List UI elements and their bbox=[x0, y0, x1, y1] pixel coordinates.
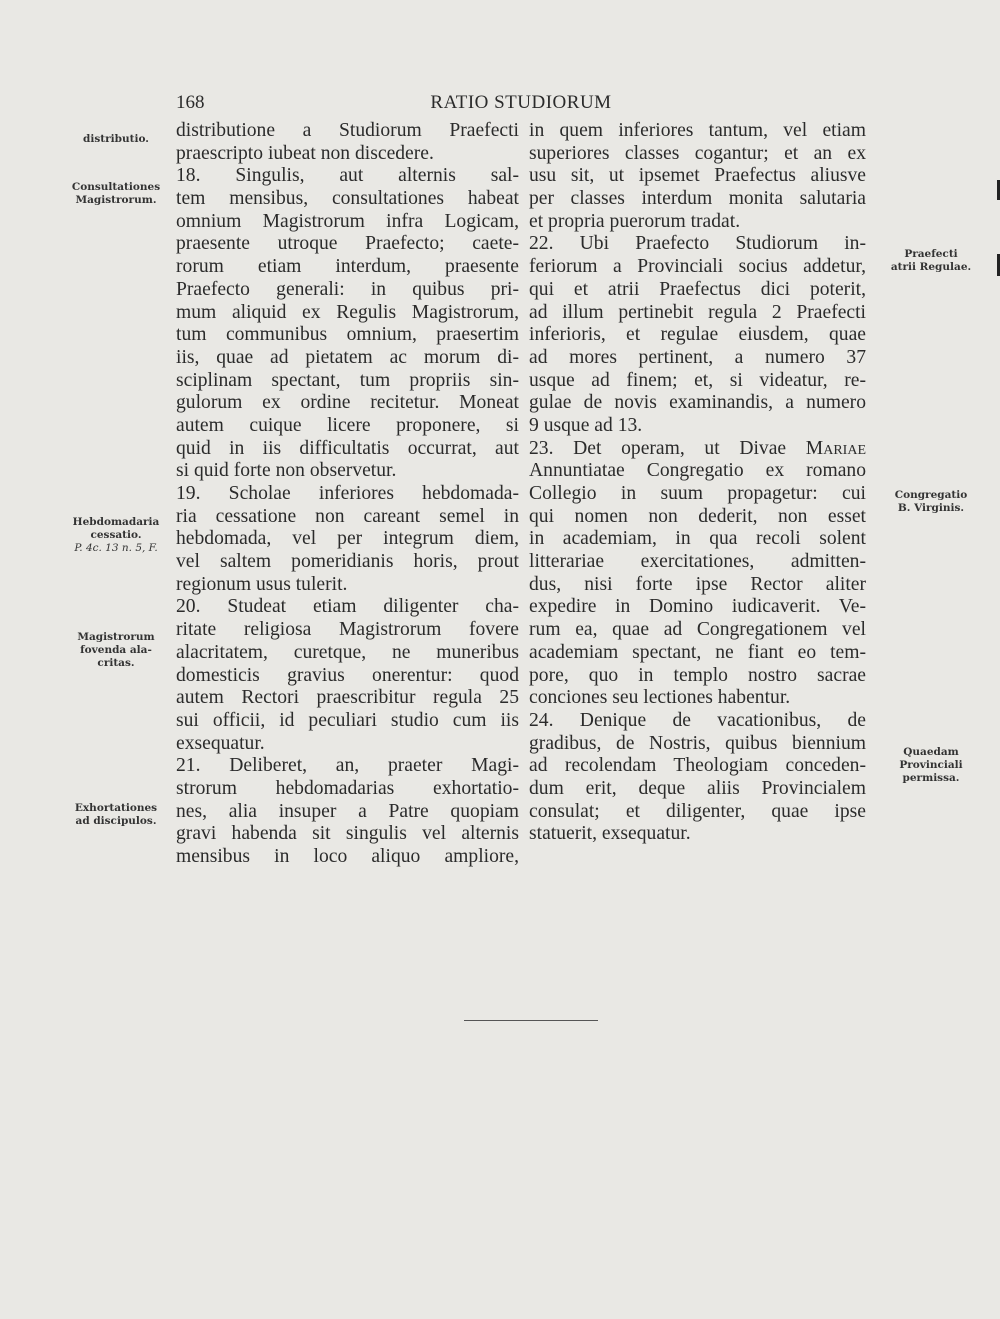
right-column-line: academiam spectant, ne fiant eo tem- bbox=[529, 641, 866, 663]
right-text-column bbox=[529, 120, 866, 846]
margin-note-exhortationes bbox=[62, 802, 170, 828]
small-caps-name: Mariae bbox=[805, 437, 866, 459]
page-number: 168 bbox=[176, 92, 205, 113]
left-column-line: strorum hebdomadarias exhortatio- bbox=[176, 777, 519, 799]
right-column-line: litterariae exercitationes, admitten- bbox=[529, 551, 866, 573]
right-column-line: rum ea, quae ad Congregationem vel bbox=[529, 619, 866, 641]
left-column-line: 19. Scholae inferiores hebdomada- bbox=[176, 483, 519, 504]
left-column-line: sui officii, id peculiari studio cum iis bbox=[176, 709, 519, 731]
running-title: RATIO STUDIORUM bbox=[430, 92, 612, 113]
right-column-line: qui nomen non dederit, non esset bbox=[529, 505, 866, 527]
left-column-line: autem Rectori praescribitur regula 25 bbox=[176, 687, 519, 709]
left-column-line: ritate religiosa Magistrorum fovere bbox=[176, 619, 519, 641]
left-column-line: 21. Deliberet, an, praeter Magi- bbox=[176, 755, 519, 777]
margin-note-line: cessatio. bbox=[90, 529, 142, 541]
footer-rule bbox=[464, 1020, 598, 1021]
left-column-line: ria cessatione non careant semel in bbox=[176, 505, 519, 527]
margin-note-praefecti-atrii bbox=[876, 248, 986, 274]
right-column-line: 9 usque ad 13. bbox=[529, 414, 643, 436]
right-column-line: conciones seu lectiones habentur. bbox=[529, 687, 791, 709]
right-column-line: ad mores pertinent, a numero 37 bbox=[529, 346, 866, 368]
right-column-line: usu sit, ut ipsemet Praefectus aliusve bbox=[529, 165, 866, 187]
margin-note-line: permissa. bbox=[902, 772, 960, 784]
right-column-line: usque ad finem; et, si videatur, re- bbox=[529, 369, 866, 391]
left-column-line: nes, alia insuper a Patre quopiam bbox=[176, 800, 519, 822]
margin-note-congregatio bbox=[876, 489, 986, 515]
left-column-line: hebdomada, vel per integrum diem, bbox=[176, 528, 519, 550]
margin-note-line: fovenda ala- bbox=[80, 644, 152, 656]
left-column-line: distributione a Studiorum Praefecti bbox=[176, 120, 519, 141]
right-column-line: et propria puerorum tradat. bbox=[529, 210, 741, 232]
left-column-line: mum aliquid ex Regulis Magistrorum, bbox=[176, 301, 519, 323]
left-column-line: tem mensibus, consultationes habeat bbox=[176, 188, 519, 210]
margin-note-reference: P. 4c. 13 n. 5, F. bbox=[74, 542, 158, 554]
right-column-line: expedire in Domino iudicaverit. Ve- bbox=[529, 596, 866, 618]
margin-note-line: Consultationes bbox=[71, 181, 161, 193]
right-column-line: pore, quo in templo nostro sacrae bbox=[529, 664, 866, 686]
right-column-line: gulae de novis examinandis, a numero bbox=[529, 392, 866, 414]
margin-note-magistrorum-alacritas bbox=[62, 631, 170, 670]
left-column-line: exsequatur. bbox=[176, 732, 265, 754]
margin-note-line: ad discipulos. bbox=[75, 815, 157, 827]
right-column-line: qui et atrii Praefectus dici poterit, bbox=[529, 278, 866, 300]
right-column-line: Collegio in suum propagetur: cui bbox=[529, 483, 866, 504]
left-column-line: gravi habenda sit singulis vel alternis bbox=[176, 823, 519, 845]
left-column-line: omnium Magistrorum infra Logicam, bbox=[176, 210, 519, 232]
left-column-line: mensibus in loco aliquo ampliore, bbox=[176, 846, 519, 867]
left-column-line: iis, quae ad pietatem ac morum di- bbox=[176, 346, 519, 368]
margin-note-line: atrii Regulae. bbox=[890, 261, 972, 273]
margin-note-line: Hebdomadaria bbox=[72, 516, 160, 528]
left-column-line: Praefecto generali: in quibus pri- bbox=[176, 278, 519, 300]
right-column-line: consulat; et diligenter, quae ipse bbox=[529, 800, 866, 822]
right-column-line: Annuntiatae Congregatio ex romano bbox=[529, 460, 866, 482]
margin-note-line: B. Virginis. bbox=[897, 502, 965, 514]
right-column-line: ad recolendam Theologiam conceden- bbox=[529, 755, 866, 777]
left-column-line: quid in iis difficultatis occurrat, aut bbox=[176, 437, 519, 459]
margin-note-quaedam bbox=[876, 746, 986, 785]
margin-note-consultationes bbox=[62, 181, 170, 207]
left-column-line: gulorum ex ordine recitetur. Moneat bbox=[176, 392, 519, 414]
left-text-column bbox=[176, 120, 519, 869]
left-column-line: praesente utroque Praefecto; caete- bbox=[176, 233, 519, 255]
left-column-line: si quid forte non observetur. bbox=[176, 460, 397, 482]
margin-note-line: Congregatio bbox=[894, 489, 968, 501]
left-column-line: sciplinam spectant, tum propriis sin- bbox=[176, 369, 519, 391]
right-column-line: dus, nisi forte ipse Rector aliter bbox=[529, 573, 866, 595]
left-column-line: alacritatem, curetque, ne muneribus bbox=[176, 641, 519, 663]
margin-note-line: Quaedam bbox=[903, 746, 959, 758]
right-column-line: 23. Det operam, ut Divae Mariae bbox=[529, 437, 866, 459]
right-column-line: in quem inferiores tantum, vel etiam bbox=[529, 120, 866, 141]
margin-note-hebdomadaria bbox=[62, 516, 170, 555]
margin-note-line: Magistrorum. bbox=[75, 194, 157, 206]
left-column-line: vel saltem pomeridianis horis, prout bbox=[176, 551, 519, 573]
right-column-line: per classes interdum monita salutaria bbox=[529, 188, 866, 210]
left-column-line: domesticis gravius onerentur: quod bbox=[176, 664, 519, 686]
margin-note-line: distributio. bbox=[83, 133, 149, 145]
left-column-line: autem cuique licere proponere, si bbox=[176, 414, 519, 436]
right-column-line: in academiam, in qua recoli solent bbox=[529, 528, 866, 550]
margin-note-line: Magistrorum bbox=[77, 631, 155, 643]
right-column-line: gradibus, de Nostris, quibus biennium bbox=[529, 732, 866, 754]
right-column-line: dum erit, deque aliis Provincialem bbox=[529, 777, 866, 799]
right-column-line: 24. Denique de vacationibus, de bbox=[529, 709, 866, 731]
right-column-line: 22. Ubi Praefecto Studiorum in- bbox=[529, 233, 866, 255]
left-column-line: regionum usus tulerit. bbox=[176, 573, 348, 595]
right-column-line: feriorum a Provinciali socius addetur, bbox=[529, 256, 866, 278]
left-column-line: 18. Singulis, aut alternis sal- bbox=[176, 165, 519, 187]
left-column-line: praescripto iubeat non discedere. bbox=[176, 142, 434, 164]
right-column-line: statuerit, exsequatur. bbox=[529, 823, 691, 845]
margin-note-line: Exhortationes bbox=[74, 802, 158, 814]
right-column-line: ad illum pertinebit regula 2 Praefecti bbox=[529, 301, 866, 323]
margin-note-line: Provinciali bbox=[899, 759, 963, 771]
page-header bbox=[176, 92, 866, 116]
left-column-line: 20. Studeat etiam diligenter cha- bbox=[176, 596, 519, 618]
right-column-line: superiores classes cogantur; et an ex bbox=[529, 142, 866, 164]
left-column-line: rorum etiam interdum, praesente bbox=[176, 256, 519, 278]
margin-note-distributio bbox=[62, 133, 170, 146]
right-column-line: inferioris, et regulae eiusdem, quae bbox=[529, 324, 866, 346]
margin-note-line: Praefecti bbox=[904, 248, 958, 260]
left-column-line: tum communibus omnium, praesertim bbox=[176, 324, 519, 346]
margin-note-line: critas. bbox=[97, 657, 135, 669]
